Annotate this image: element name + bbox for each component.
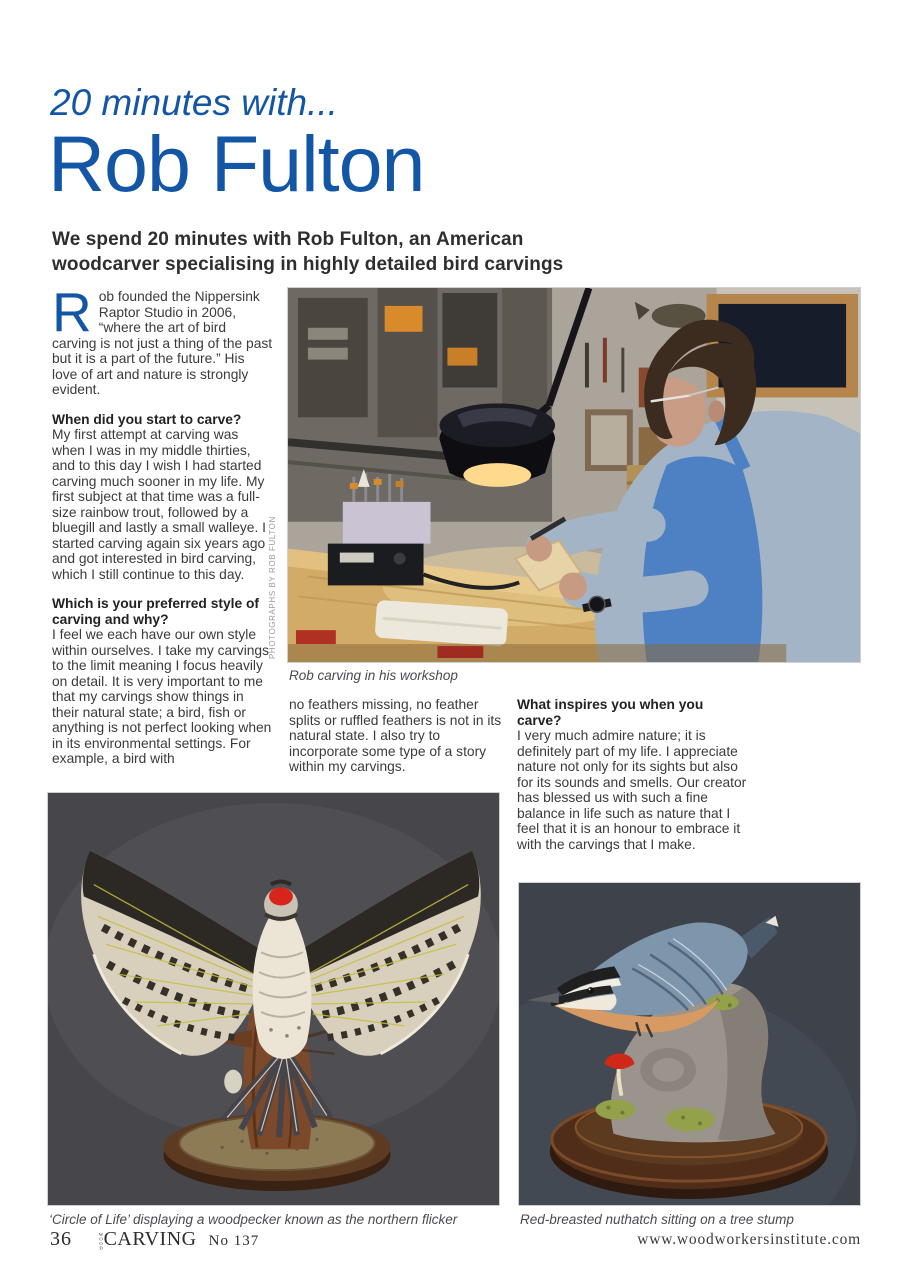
nuthatch-carving-photo [518, 882, 861, 1206]
column-middle [289, 697, 507, 789]
kicker: 20 minutes with... [50, 82, 338, 123]
answer-preferred-style-part2: no feathers missing, no feather splits or ruffled feathers is not in its natural state. I also try to incorporate some type of a story within my carvings. [289, 697, 502, 774]
footer-website: www.woodworkersinstitute.com [637, 1231, 861, 1248]
magazine-logo-carving: CARVING [103, 1228, 197, 1250]
page-number: 36 [50, 1228, 72, 1250]
issue-number: No 137 [208, 1233, 260, 1249]
answer-inspiration: I very much admire nature; it is definitely part of my life. I appreciate nature not only for its sights but also for its sounds and smells. Our creator has blessed us with such a fine balance in life such as nature that I feel that it is an honour to embrace it with the carvings that I make. [517, 728, 747, 852]
standfirst: We spend 20 minutes with Rob Fulton, an American woodcarver specialising in highly detailed bird carvings [52, 229, 564, 275]
answer-preferred-style-part1: I feel we each have our own style within ourselves. I take my carvings to the limit meaning I focus heavily on detail. It is very important to me that my carvings show things in their natural state; a bird, fish or anything is not perfect looking when in its environmental settings. For example, a bird with [52, 627, 272, 766]
flicker-caption: ‘Circle of Life’ displaying a woodpecker known as the northern flicker [49, 1212, 458, 1227]
column-left [52, 281, 273, 781]
intro-paragraph [52, 281, 273, 398]
question-heading-preferred-style: Which is your preferred style of carving and why? [52, 596, 260, 627]
drop-cap: R [52, 281, 92, 343]
workshop-photo [287, 287, 861, 663]
workshop-caption: Rob carving in his workshop [289, 668, 458, 683]
nuthatch-caption: Red-breasted nuthatch sitting on a tree stump [520, 1212, 794, 1227]
flicker-photo-illustration [48, 793, 499, 1205]
flicker-carving-photo [47, 792, 500, 1206]
answer-start-carve: My first attempt at carving was when I was in my middle thirties, and to this day I wish I had started carving much sooner in my life. My first subject at that time was a full-size rainbow trout, followed by a bluegill and lastly a small walleye. I started carving again six years ago and got interested in bird carving, which I still continue to this day. [52, 427, 266, 582]
photo-credit-vertical: PHOTOGRAPHS BY ROB FULTON [268, 516, 277, 659]
column-right [517, 697, 749, 866]
page-title: Rob Fulton [48, 119, 425, 208]
workshop-photo-illustration [288, 288, 860, 662]
question-heading-inspiration: What inspires you when you carve? [517, 697, 704, 728]
intro-text: ob founded the Nippersink Raptor Studio in 2006, “where the art of bird carving is not just a thing of the past but it is a part of the future.” His love of art and nature is strongly evident. [52, 289, 273, 397]
magazine-logo-wood: WOOD [98, 1232, 104, 1250]
question-heading-start-carve: When did you start to carve? [52, 411, 242, 427]
nuthatch-photo-illustration [519, 883, 860, 1205]
